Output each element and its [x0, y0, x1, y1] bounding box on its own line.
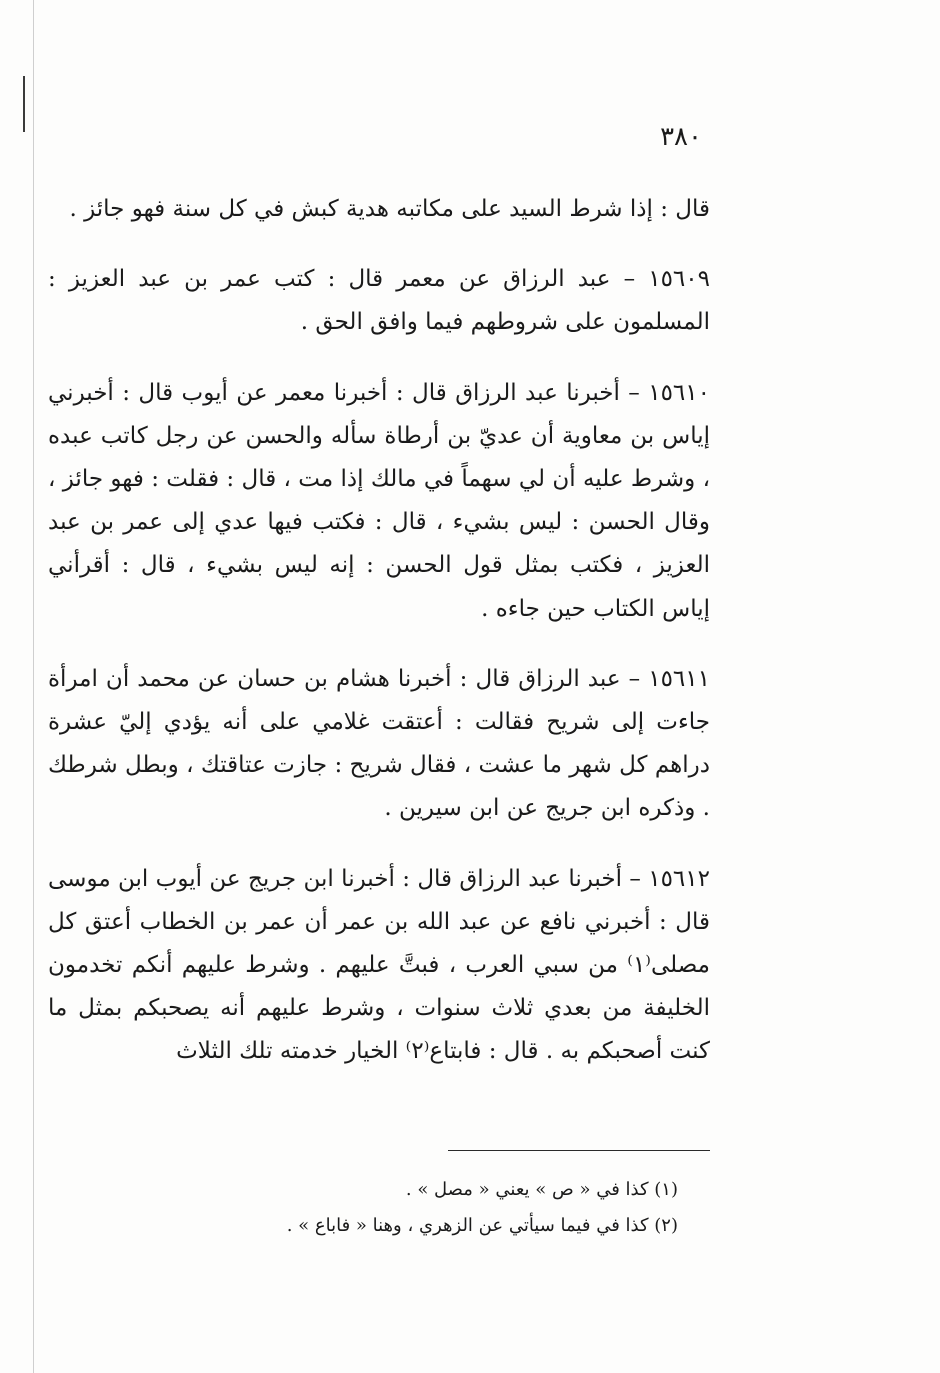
footnote-2: (٢) كذا في فيما سيأتي عن الزهري ، وهنا « فاباع » . [286, 1215, 678, 1236]
paragraph-15609: ١٥٦٠٩ – عبد الرزاق عن معمر قال : كتب عمر بن عبد العزيز : المسلمون على شروطهم فيما وافق الحق . [48, 266, 710, 336]
paragraph-15611: ١٥٦١١ – عبد الرزاق قال : أخبرنا هشام بن حسان عن محمد أن امرأة جاءت إلى شريح فقالت : أعتقت غلامي على أنه يؤدي إليّ عشرة دراهم كل شهر ما عشت ، فقال شريح : جازت عتاقتك ، وبطل شرطك . وذكره ابن جريج عن ابن سيرين . [48, 665, 710, 822]
page-gutter-line [33, 0, 34, 1373]
page-body [48, 188, 710, 1074]
footnote-separator [448, 1150, 710, 1151]
paragraph-15610: ١٥٦١٠ – أخبرنا عبد الرزاق قال : أخبرنا معمر عن أيوب قال : أخبرني إياس بن معاوية أن عديّ بن أرطاة سأله والحسن عن رجل كاتب عبده ، وشرط عليه أن لي سهماً في مالك إذا مت ، قال : فقلت : فهو جائز ، وقال الحسن : ليس بشيء ، قال : فكتب فيها عدي إلى عمر بن عبد العزيز ، فكتب بمثل قول الحسن : إنه ليس بشيء ، قال : أقرأني إياس الكتاب حين جاءه . [48, 379, 710, 622]
footnote-1: (١) كذا في « ص » يعني « مصل » . [405, 1179, 678, 1200]
footnotes [100, 1172, 678, 1244]
scan-edge-mark [23, 76, 25, 132]
paragraph-15612: ١٥٦١٢ – أخبرنا عبد الرزاق قال : أخبرنا ابن جريج عن أيوب ابن موسى قال : أخبرني نافع عن عبد الله بن عمر أن عمر بن الخطاب أعتق كل مصلى⁽١⁾ من سبي العرب ، فبتَّ عليهم . وشرط عليهم أنكم تخدمون الخليفة من بعدي ثلاث سنوات ، وشرط عليهم أنه يصحبكم بمثل ما كنت أصحبكم به . قال : فابتاع⁽٢⁾ الخيار خدمته تلك الثلاث [48, 865, 710, 1065]
page-number: ٣٨٠ [660, 122, 702, 152]
paragraph-condition-continuation: قال : إذا شرط السيد على مكاتبه هدية كبش في كل سنة فهو جائز . [69, 196, 710, 222]
